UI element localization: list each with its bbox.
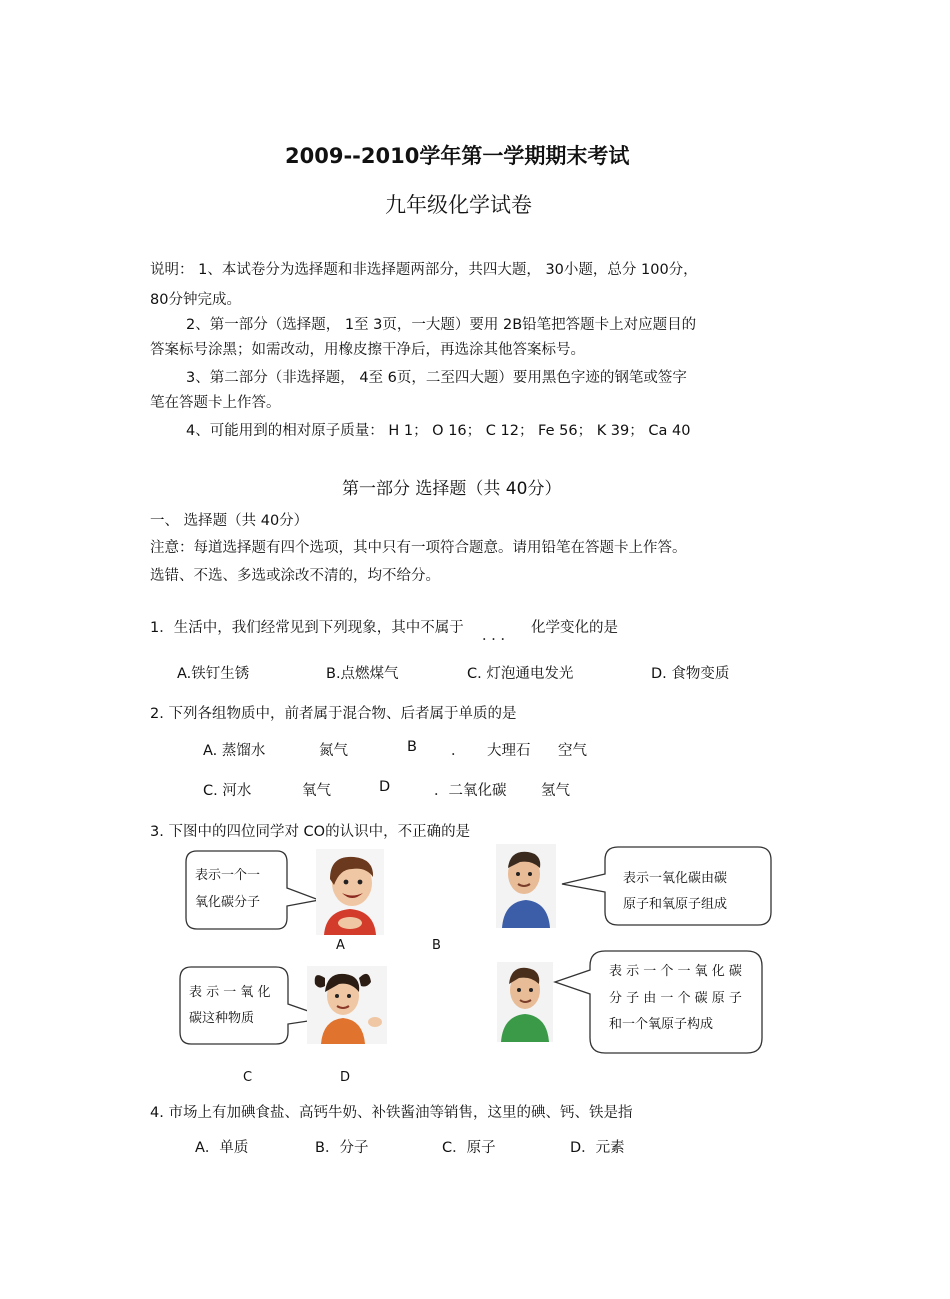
- instruction-2: 2、第一部分（选择题， 1至 3页，一大题）要用 2B铅笔把答题卡上对应题目的: [186, 317, 697, 333]
- student-b-image: [496, 844, 556, 932]
- speech-bubble-d: [553, 950, 765, 1056]
- q2-option-b-second: 空气: [558, 743, 587, 759]
- speech-bubble-b: [560, 846, 775, 928]
- bubble-d-line3: 和一个氧原子构成: [609, 1017, 714, 1032]
- instruction-3: 3、第二部分（非选择题， 4至 6页，二至四大题）要用黑色字迹的钢笔或签字: [186, 370, 687, 386]
- instruction-1: 说明： 1、本试卷分为选择题和非选择题两部分，共四大题， 30小题，总分 100分，: [150, 262, 698, 278]
- exam-title: 2009--2010学年第一学期期末考试: [285, 144, 630, 168]
- q1-option-d: D. 食物变质: [651, 666, 730, 682]
- instruction-2b: 答案标号涂黑；如需改动，用橡皮擦干净后，再选涂其他答案标号。: [150, 342, 585, 358]
- speech-bubble-a: [183, 850, 313, 930]
- q2-option-b-dot: ．: [451, 743, 466, 759]
- q1-stem: 1．生活中，我们经常见到下列现象，其中不属于: [150, 620, 464, 636]
- bubble-c-line2: 碳这种物质: [189, 1011, 255, 1026]
- note-2: 选错、不选、多选或涂改不清的，均不给分。: [150, 568, 440, 584]
- label-b: B: [432, 938, 441, 953]
- bubble-b-line1: 表示一氧化碳由碳: [623, 871, 728, 886]
- bubble-a-line1: 表示一个一: [195, 868, 261, 883]
- bubble-d-line1: 表 示 一 个 一 氧 化 碳: [609, 964, 742, 979]
- q2-option-c-second: 氧气: [302, 783, 331, 799]
- q2-option-b: B: [407, 739, 417, 755]
- section-heading: 第一部分 选择题（共 40分）: [342, 479, 562, 499]
- bubble-a-line2: 氧化碳分子: [195, 895, 261, 910]
- bubble-d-line2: 分 子 由 一 个 碳 原 子: [609, 991, 742, 1006]
- q1-option-c: C. 灯泡通电发光: [467, 666, 574, 682]
- q1-option-b: B.点燃煤气: [326, 666, 399, 682]
- q4-option-a: A．单质: [195, 1140, 249, 1156]
- instruction-3b: 笔在答题卡上作答。: [150, 395, 281, 411]
- label-c: C: [243, 1070, 253, 1085]
- q1-emphasis-dots: ．．．: [482, 628, 517, 644]
- q2-stem: 2. 下列各组物质中，前者属于混合物、后者属于单质的是: [150, 706, 517, 722]
- q2-option-d-first: ．二氧化碳: [434, 783, 507, 799]
- q2-option-d-second: 氢气: [541, 783, 570, 799]
- q1-option-a: A.铁钉生锈: [177, 666, 250, 682]
- q2-option-c: C. 河水: [203, 783, 252, 799]
- label-a: A: [336, 938, 345, 953]
- instruction-1b: 80分钟完成。: [150, 292, 241, 308]
- student-d-image: [497, 962, 553, 1046]
- student-c-image: [307, 966, 387, 1048]
- q4-option-d: D．元素: [570, 1140, 625, 1156]
- bubble-c-line1: 表 示 一 氧 化: [189, 985, 271, 1000]
- q3-stem: 3. 下图中的四位同学对 CO的认识中，不正确的是: [150, 824, 471, 840]
- q2-option-a: A. 蒸馏水: [203, 743, 266, 759]
- exam-subtitle: 九年级化学试卷: [385, 193, 532, 217]
- q2-option-b-first: 大理石: [487, 743, 531, 759]
- q4-option-b: B．分子: [315, 1140, 369, 1156]
- note-1: 注意：每道选择题有四个选项，其中只有一项符合题意。请用铅笔在答题卡上作答。: [150, 540, 687, 556]
- bubble-b-line2: 原子和氧原子组成: [623, 897, 728, 912]
- q4-stem: 4. 市场上有加碘食盐、高钙牛奶、补铁酱油等销售，这里的碘、钙、铁是指: [150, 1105, 633, 1121]
- label-d: D: [340, 1070, 351, 1085]
- part-title: 一、 选择题（共 40分）: [150, 513, 309, 529]
- q4-option-c: C．原子: [442, 1140, 496, 1156]
- student-a-image: [316, 849, 384, 939]
- q2-option-a-second: 氮气: [319, 743, 348, 759]
- speech-bubble-c: [178, 966, 328, 1046]
- q2-option-d: D: [379, 779, 391, 795]
- instruction-4: 4、可能用到的相对原子质量： H 1； O 16； C 12； Fe 56； K 39； Ca 40: [186, 423, 691, 439]
- q1-stem-end: 化学变化的是: [531, 620, 618, 636]
